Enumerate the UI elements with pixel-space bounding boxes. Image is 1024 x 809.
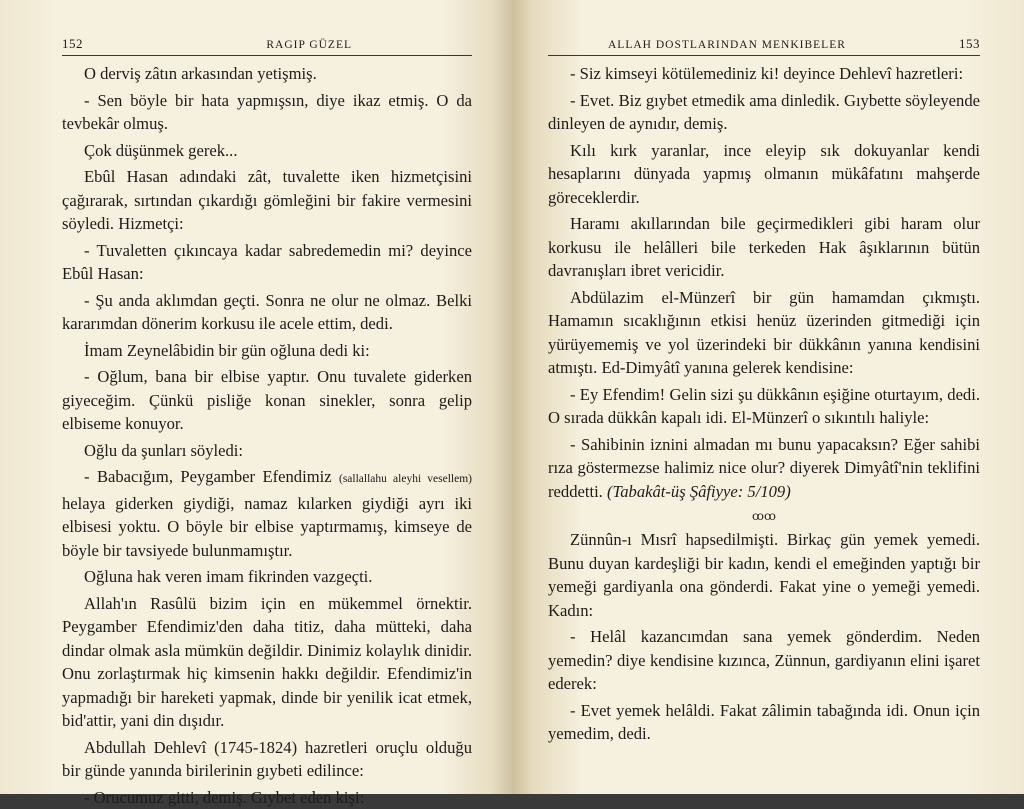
right-paragraph-with-citation — [548, 433, 980, 504]
left-paragraph: İmam Zeynelâbidin bir gün oğluna dedi ki: — [62, 339, 472, 363]
right-paragraph: Kılı kırk yaranlar, ince eleyip sık dokuyanlar kendi hesaplarını dünyada yapmış olmanın mükâfatını mahşerde göreceklerdir. — [548, 139, 980, 210]
left-paragraph: O derviş zâtın arkasından yetişmiş. — [62, 62, 472, 86]
right-paragraph: - Evet. Biz gıybet etmedik ama dinledik. Gıybette söyleyende dinleyen de aynıdır, demiş. — [548, 89, 980, 136]
left-running-head — [62, 36, 472, 56]
left-page — [0, 0, 512, 794]
paragraph-text: helaya giderken giydiği, namaz kılarken giydiği ayrı iki elbisesi yoktu. O böyle bir elbise yaptırmamış, kimseye de böyle bir tavsiyede bulunmamıştır. — [62, 494, 472, 560]
left-paragraph: Çok düşünmek gerek... — [62, 139, 472, 163]
left-paragraph: Abdullah Dehlevî (1745-1824) hazretleri oruçlu olduğu bir günde yanında birilerinin gıybeti edilince: — [62, 736, 472, 783]
right-header-book-title: ALLAH DOSTLARINDAN MENKIBELER — [608, 39, 846, 51]
source-citation: (Tabakât-üş Şâfiyye: 5/109) — [607, 482, 791, 501]
left-paragraph: Oğlu da şunları söyledi: — [62, 439, 472, 463]
right-paragraph: - Siz kimseyi kötülemediniz ki! deyince Dehlevî hazretleri: — [548, 62, 980, 86]
paragraph-text: - Sahibinin iznini almadan mı bunu yapacaksın? Eğer sahibi rıza göstermezse halimiz nice olur? diyerek Dimyâtî'nin teklifini reddetti. — [548, 435, 980, 501]
left-paragraph: - Şu anda aklımdan geçti. Sonra ne olur ne olmaz. Belki kararımdan dönerim korkusu ile acele ettim, dedi. — [62, 289, 472, 336]
right-page — [512, 0, 1024, 794]
right-paragraph: - Ey Efendim! Gelin sizi şu dükkânın eşiğine oturtayım, dedi. O sırada dükkân kapalı idi. El-Münzerî o sıkıntılı haliyle: — [548, 383, 980, 430]
left-paragraph-with-note — [62, 465, 472, 562]
right-paragraph: - Evet yemek helâldi. Fakat zâlimin tabağında idi. Onun için yemedim, dedi. — [548, 699, 980, 746]
left-paragraph: - Sen böyle bir hata yapmışsın, diye ikaz etmiş. O da tevbekâr olmuş. — [62, 89, 472, 136]
right-paragraph: - Helâl kazancımdan sana yemek gönderdim. Neden yemedin? diye kendisine kızınca, Zünnun, gardiyanın elini işaret ederek: — [548, 625, 980, 696]
left-paragraph: - Oğlum, bana bir elbise yaptır. Onu tuvalete giderken giyeceğim. Çünkü pisliğe konan sinekler, sonra gelip elbiseme konuyor. — [62, 365, 472, 436]
salawat-note: (sallallahu aleyhi vesellem) — [339, 473, 472, 485]
right-paragraph: Haramı akıllarından bile geçirmedikleri gibi haram olur korkusu ile helâlleri bile terkeden Hak âşıklarının bütün davranışları ibret vericidir. — [548, 212, 980, 283]
paragraph-text: - Babacığım, Peygamber Efendimiz — [84, 467, 332, 486]
page-number-right: 153 — [959, 36, 980, 52]
left-header-author: RAGIP GÜZEL — [266, 39, 352, 51]
right-paragraph: Zünnûn-ı Mısrî hapsedilmişti. Birkaç gün yemek yemedi. Bunu duyan kardeşliği bir kadın, kendi el emeğinden yaptığı bir yemeği gardiyanla ona gönderdi. Fakat yine o yemeği yemedi. Kadın: — [548, 528, 980, 622]
left-paragraph: - Orucumuz gitti, demiş. Gıybet eden kişi: — [62, 786, 472, 809]
left-paragraph: Ebûl Hasan adındaki zât, tuvalette iken hizmetçisini çağırarak, sırtından çıkardığı gömleğini bir fakire vermesini söyledi. Hizmetçi: — [62, 165, 472, 236]
section-divider-ornament: ꝏꝏ — [548, 509, 980, 524]
left-paragraph: Allah'ın Rasûlü bizim için en mükemmel örnektir. Peygamber Efendimiz'den daha titiz, daha mütteki, daha dindar olmak asla mümkün değildir. Dinimiz kolaylık dinidir. Onu zorlaştırmak hiç kimsenin hakkı değildir. Efendimiz'in yapmadığı bir hareketi yapmak, dinde bir yenilik icat etmek, bid'attir, yani din dışıdır. — [62, 592, 472, 733]
page-number-left: 152 — [62, 36, 83, 52]
right-paragraph: Abdülazim el-Münzerî bir gün hamamdan çıkmıştı. Hamamın sıcaklığının etkisi henüz üzerinden gitmediği için yürüyememiş ve yol üzerindeki bir dükkânın yanına kendisini atmıştı. Ed-Dimyâtî yanına gelerek kendisine: — [548, 286, 980, 380]
left-paragraph: Oğluna hak veren imam fikrinden vazgeçti. — [62, 565, 472, 589]
left-paragraph: - Tuvaletten çıkıncaya kadar sabredemedin mi? deyince Ebûl Hasan: — [62, 239, 472, 286]
right-running-head — [548, 36, 980, 56]
